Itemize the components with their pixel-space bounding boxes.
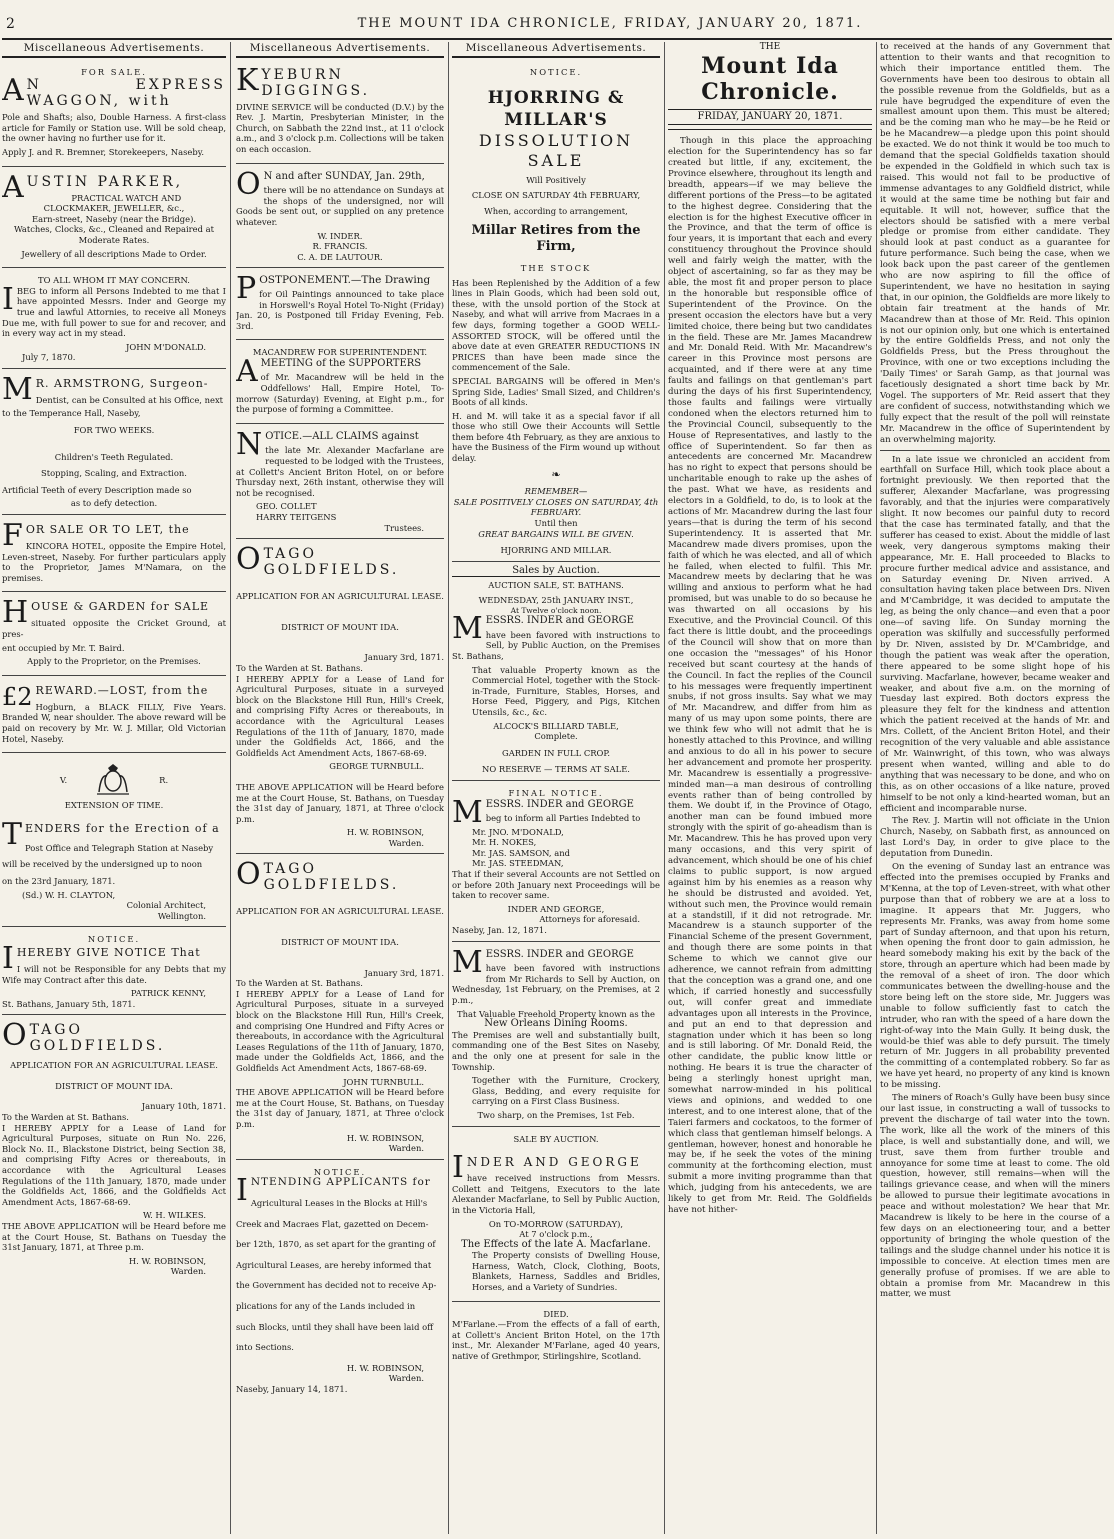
column-header: Miscellaneous Advertisements. — [236, 42, 444, 58]
ad-line: situated opposite the Cricket Ground, at pres- — [2, 618, 226, 639]
ad-title: YEBURN DIGGINGS. — [261, 66, 371, 99]
column-divider — [664, 42, 665, 1534]
ad-line: NO RESERVE — TERMS AT SALE. — [482, 764, 630, 775]
editorial-masthead — [668, 42, 872, 130]
ad-line: Mr. JNO. M'DONALD, — [472, 826, 564, 837]
ad-line: On TO-MORROW (SATURDAY), — [488, 1218, 624, 1229]
ad-macandrew-meeting — [236, 344, 444, 424]
ad-heading: THE STOCK — [520, 262, 592, 273]
ad-line: such Blocks, until they shall have been laid off — [236, 1321, 434, 1332]
ad-title: NTENDING APPLICANTS for — [250, 1176, 431, 1189]
ad-body: THE ABOVE APPLICATION will be Heard before me at the Court House, St. Bathans, on Tuesday the 31st day of January, 1871, at Three o'clock p.m. — [236, 781, 444, 824]
column-1 — [2, 42, 226, 1534]
ad-title: HEREBY GIVE NOTICE That — [16, 945, 201, 959]
ad-body: Hogburn, a BLACK FILLY, Five Years. Branded W, near shoulder. The above reward will be paid on recovery by Mr. W. J. Millar, Old Victorian Hotel, Naseby. — [2, 701, 226, 744]
section-heading: Sales by Auction. — [452, 566, 660, 578]
drop-cap: O — [236, 542, 261, 578]
ad-armstrong-dentist — [2, 373, 226, 515]
news-paragraph: In a late issue we chronicled an accident from earthfall on Surface Hill, which took place about a fortnight previously. We then reported that the sufferer, Alexander Macfarlane, was progressing favorably, and that the injuries were comparatively slight. It now becomes our painful duty to record that the case has terminated fatally, and that the sufferer has ceased to exist. About the middle of last week, very dangerous symptoms making their appearance, Mr. E. Hall proceeded to Blacks to procure further medical advice and assistance, and on Saturday evening Dr. Niven arrived. A consultation having taken place between Drs. Niven and M'Cambridge, it was decided to amputate the leg, as being the only chance—and even that a poor one—of saving life. On Sunday morning the operation was skilfully and successfully performed by Dr. Niven, assisted by Dr. M'Cambridge, and though the patient was weak after the operation, there appeared to be some slight hope of his surviving. Macfarlane, however, became weaker and weaker, and about five a.m. on the morning of Tuesday last expired. Both doctors express the pleasure they felt for the kindness and attention which the patient received at the hands of Mr. and Mrs. Collett, of the Ancient Briton Hotel, and their recognition of the very valuable and able assistance of Mr. Wainwright, of this town, who was always present when wanted, willing and able to do anything that was necessary to be done, and who on this, as on other occasions of a like nature, proved himself to be not only a kind-hearted woman, but an efficient and incomparable nurse. — [880, 454, 1110, 814]
column-divider — [876, 42, 877, 1534]
ad-signature: GEORGE TURNBULL. — [329, 761, 424, 772]
editorial-text — [668, 136, 872, 1216]
ad-otago-goldfields-wilkes — [2, 1019, 226, 1282]
column-4 — [668, 42, 872, 1534]
drop-cap: £2 — [2, 682, 33, 711]
ad-title: ESSRS. INDER and GEORGE — [485, 615, 634, 627]
ad-line: REMEMBER— — [524, 486, 588, 497]
ad-signature: HARRY TEITGENS — [256, 512, 337, 522]
ad-signature: H. W. ROBINSON, — [346, 1362, 424, 1373]
ad-intending-applicants — [236, 1164, 444, 1400]
drop-cap: F — [2, 518, 23, 554]
ad-body: Jewellery of all descriptions Made to Order. — [21, 248, 207, 259]
ad-date: Naseby, Jan. 12, 1871. — [452, 925, 547, 936]
ad-line: Mr. H. NOKES, — [472, 837, 537, 848]
ad-line: on the 23rd January, 1871. — [2, 875, 116, 886]
drop-cap: I — [2, 281, 14, 317]
column-3 — [452, 42, 660, 1534]
ad-line: APPLICATION FOR AN AGRICULTURAL LEASE. — [236, 906, 444, 917]
ad-line: Two sharp, on the Premises, 1st Feb. — [477, 1109, 635, 1120]
ad-macfarlane-effects-sale — [452, 1131, 660, 1302]
ad-line: into Sections. — [236, 1342, 294, 1353]
ad-postponement — [236, 272, 444, 340]
ad-line: ber 12th, 1870, as set apart for the granting of — [236, 1239, 436, 1250]
crest-letter-r: R. — [159, 774, 169, 785]
ad-to-whom-it-may-concern — [2, 272, 226, 369]
news-paragraph: On the evening of Sunday last an entrance was effected into the premises occupied by Franks and M'Kenna, at the top of Leven-street, with what other purpose than that of robbery we are at a loss to imagine. It appears that Mr. Juggers, who represents Mr. Franks, was away from home some part of Sunday afternoon, and that upon his return, when opening the front door to gain admission, he heard somebody making his exit by the back of the store, through an aperture which had been made by the removal of a sheet of iron. The door which communicates between the dwelling-house and the store being left on the store side, Mr. Juggers was unable to follow sufficiently fast to catch the intruder, who ran with the speed of a hare down the right-of-way into the Main Gully. It being dusk, the would-be thief was able to defy pursuit. The timely return of Mr. Juggers in all probability prevented the committing of a contemplated robbery. So far as we have yet heard, no property of any kind is known to be missing. — [880, 862, 1110, 1091]
ad-body: beg to inform all Parties Indebted to — [485, 813, 641, 824]
ad-body: The Premises are well and substantially built, commanding one of the Best Sites on Naseby, and the only one at present for sale in the Township. — [452, 1029, 660, 1072]
ad-line: Creek and Macraes Flat, gazetted on Decem- — [236, 1218, 429, 1229]
ad-signature: JOHN TURNBULL. — [343, 1076, 424, 1087]
masthead-the: THE — [759, 42, 781, 52]
ad-line: plications for any of the Lands included in — [236, 1300, 416, 1311]
ad-title: ESSRS. INDER and GEORGE — [485, 948, 634, 960]
ad-hjorring-millar — [452, 64, 660, 562]
drop-cap: I — [2, 940, 14, 976]
ad-line: GREAT BARGAINS WILL BE GIVEN. — [478, 528, 634, 539]
masthead — [0, 14, 1114, 36]
ad-body: H. and M. will take it as a special favor if all those who still Owe their Accounts will Settle them before 4th February, as they are anxious to have the Business of the Firm wound up without delay. — [452, 410, 660, 464]
ad-line: DISTRICT OF MOUNT IDA. — [281, 621, 399, 632]
page-number: 2 — [6, 16, 16, 32]
ad-express-waggon — [2, 64, 226, 167]
drop-cap: M — [452, 794, 483, 830]
news-paragraph: The miners of Roach's Gully have been busy since our last issue, in constructing a wall of tussocks to prevent the discharge of tail water into the town. The work, like all the work of the miners of this place, is well and substantially done, and will, we trust, save them from further trouble and annoyance for some time at least to come. The old question, however, still remains—when will the tailings grievance cease, and when will the miners be allowed to pursue their legitimate avocations in peace and without molestation? We hear that Mr. Macandrew is likely to be here in the course of a few days on an electioneering tour, and a better opportunity of bringing the whole question of the tailings and the sludge channel under his notice it is impossible to conceive. At election times men are generally profuse of promises. If we are able to obtain a promise from Mr. Macandrew in this matter, we must — [880, 1093, 1110, 1300]
ad-line: PRACTICAL WATCH AND — [71, 192, 182, 203]
ad-title: MEETING of the SUPPORTERS — [260, 357, 422, 369]
ad-line: Apply to the Proprietor, on the Premises. — [27, 656, 201, 667]
column-5 — [880, 42, 1110, 1534]
ad-body: for Oil Paintings announced to take place in Horswell's Royal Hotel To-Night (Friday) Jan. 20, is Postponed till Friday Evening, Feb. 3rd. — [236, 288, 444, 331]
ad-title: N EXPRESS WAGGON, with — [26, 77, 226, 110]
ad-otago-goldfields-george-turnbull — [236, 543, 444, 854]
ad-title: REWARD.—LOST, from the — [35, 683, 209, 697]
ad-line: At 7 o'clock p.m., — [519, 1229, 593, 1240]
ad-line: At Twelve o'clock noon. — [510, 605, 602, 615]
ad-signature: W. H. WILKES. — [142, 1210, 206, 1221]
editorial-paragraph: to received at the hands of any Government that attention to their wants and that recognition to which their importance entitled them. The Governments have been too desirous to obtain all the possible revenue from the Goldfields, but as a rule have begrudged the expenditure of even the smallest amount upon them. This must be altered; and be the coming man who he may—be he Reid or be he Macandrew—a pledge upon this point should be exacted. We do not think it would be too much to demand that the special Goldfields taxation should be expended in the Goldfield in which such tax is raised. This would not fail to be productive of immense advantages to any Goldfield district, while it would at the same time be nothing but fair and equitable. It will not, however, suffice that the electors should be satisfied with a mere verbal pledge or promise from either candidate. They should look at past conduct as a guarantee for future performance. Such being the case, when we look back upon the past career of the gentlemen who are now aspiring to fill the office of Superintendent, we have no hesitation in saying that, in our opinion, the Goldfields are more likely to obtain fair treatment at the hands of Mr. Macandrew than at those of Mr. Reid. This opinion is not our opinion only, but one which is entertained by the entire Goldfields Press, and not only the Goldfields Press, but the Press throughout the Province, with one or two exceptions including the 'Daily Times' or Sarah Gamp, as that journal was facetiously designated a short time back by Mr. Vogel. The supporters of Mr. Reid assert that they are confident of success, notwithstanding which we fully expect that the result of the poll will reinstate Mr. Macandrew in the office of Superintendent by an overwhelming majority. — [880, 42, 1110, 445]
ad-signature: INDER AND GEORGE, — [507, 903, 605, 914]
news-text — [880, 42, 1110, 1300]
ad-body: the late Mr. Alexander Macfarlane are requested to be lodged with the Trustees, at Collett's Ancient Briton Hotel, on or before Thursday next, 26th instant, otherwise they will not be recognised. — [236, 445, 444, 498]
ad-line: Mr. JAS. STEEDMAN, — [472, 858, 564, 869]
editorial-paragraph: Though in this place the approaching election for the Superintendency has so far created but little, if any, excitement, the Province elsewhere, throughout its length and breadth, appears—if we may believe the different portions of the Press—to be agitated to the highest degree. Considering that the election is for the highest Executive officer in the Province, and that the term of office is four years, it is important that each and every constituency throughout the Province should well and fairly weigh the matter, with the object of ascertaining, so far as they may be able, the most fit and proper person to place in the honorable but responsible office of Superintendent of the Province. On the present occasion the electors have but a very limited choice, there being but two candidates in the field. These are Mr. James Macandrew and Mr. Donald Reid. With Mr. Macandrew's career in this Province most persons are acquainted, and if there were at any time faults and failings on that gentleman's part during the days of his first Superintendency, those faults and failings were virtually condoned when the electors returned him to the Provincial Council, subsequently to the House of Representatives, and lastly to the office of Superintendent. So far then as antecedents are concerned Mr. Macandrew has no right to expect that persons should be uncharitable enough to rake up the ashes of the past. What we have, as residents and electors in a Goldfield, to do, is to look at the actions of Mr. Macandrew during the last four years—that is during the term of his second Superintendency. It is asserted that Mr. Macandrew made divers promises, upon the faith of which he was elected, and all of which he failed, when elected to fulfil. This Mr. Macandrew meets by declaring that he was willing and anxious to perform what he had promised, but was unable to do so because he was thwarted on all occasions by his Executive, and the Provincial Council. Of this fact there is little doubt, and the proceedings of the Council will show that on more than one occasion the "messages" of his Honor received but scant courtesy at the hands of the Council. In fact the replies of the Council to his messages were frequently impertinent snubs, if not gross insults. Say what we may of Mr. Macandrew, and differ from him as many of us may upon some points, there are we think few who will not admit that he is honestly attached to this Province, and willing and anxious to do all in his power to secure her advancement and promote her prosperity. Mr. Macandrew is essentially a progressive-minded man—a man desirous of controlling events rather than of being controlled by them. We doubt if, in the Province of Otago, another man can be found imbued more strongly with the spirit of go-aheadism than is Mr. Macandrew. This he has proved upon very many occasions, and this very spirit of advancement, which should be one of his chief claims to public support, is now argued against him by his enemies as a reason why he should be distrusted and avoided. Yet, without such men, the Province would remain at a standstill, if it did not retrograde. Mr. Macandrew is a staunch supporter of the Financial Scheme of the present Government, and though there are some points in that Scheme to which we cannot give our adherence, we cannot refrain from admitting that the conception was a grand one, and one which, if carried honestly and successfully out, will confer great and immediate advantages upon all interests in the Province, and put an end to that depression and stagnation under which it has been so long and is still laboring. Of Mr. Donald Reid, the other candidate, the public know little or nothing. He bears it is true the character of being a sterlingly honest upright man, somewhat narrow-minded in his political views and opinions, and wedded to one interest, and to one interest alone, that of the Taieri farmers and cockatoos, to the former of which class that gentleman himself belongs. A gentleman, however, honest and honorable he may be, if he seek the votes of the mining community at the forthcoming election, must submit a more inviting programme than that which, judging from his antecedents, we are likely to get from Mr. Reid. The Goldfields have not hither- — [668, 136, 872, 1215]
ad-title: USTIN PARKER, — [26, 173, 184, 190]
ad-line: CLOCKMAKER, JEWELLER, &c., — [43, 203, 185, 214]
ad-new-orleans-dining-rooms — [452, 946, 660, 1127]
ad-date: July 7, 1870. — [22, 352, 76, 363]
column-divider — [448, 42, 449, 1534]
ad-subtitle: DISSOLUTION SALE — [478, 131, 634, 171]
ad-body: have received instructions from Messrs. Collett and Teitgens, Executors to the late Alexander Macfarlane, to Sell by Public Auction, in the Victoria Hall, — [452, 1173, 660, 1215]
ad-line: FOR TWO WEEKS. — [73, 425, 155, 436]
ad-line: APPLICATION FOR AN AGRICULTURAL LEASE. — [236, 591, 444, 602]
column-header: Miscellaneous Advertisements. — [2, 42, 226, 58]
ad-line: as to defy detection. — [70, 498, 158, 509]
drop-cap: A — [2, 73, 24, 109]
royal-coat-of-arms-icon — [93, 764, 133, 796]
ad-line: Children's Teeth Regulated. — [54, 451, 174, 462]
running-title: THE MOUNT IDA CHRONICLE, FRIDAY, JANUARY 20, 1871. — [357, 16, 863, 31]
ad-signature: GEO. COLLET — [256, 501, 317, 512]
ad-signature: H. W. ROBINSON, — [346, 1132, 424, 1143]
ad-heading: FOR SALE. — [81, 66, 147, 77]
ad-line: WEDNESDAY, 25th JANUARY INST., — [478, 595, 634, 605]
ad-signature: Warden. — [388, 1143, 424, 1154]
ad-body: THE ABOVE APPLICATION will be Heard before me at the Court House, St. Bathans, on Tuesday the 31st day of January, 1871, at Three o'clock p.m. — [236, 1087, 444, 1129]
ad-line: To the Warden at St. Bathans. — [236, 662, 363, 673]
ad-body: I HEREBY APPLY for a Lease of Land for Agricultural Purposes, situate on Run No. 226, Block No. II., Blackstone District, being Section 38, and comprising Fifty Acres or thereabouts, in accordance with the Agricultural Leases Regulations of the 11th January, 1870, made under the Goldfields Act, 1866, and the Goldfields Act Amendment Acts, 1867-68-69. — [2, 1122, 226, 1207]
news-paragraph: The Rev. J. Martin will not officiate in the Union Church, Naseby, on Sabbath first, as announced on last Lord's Day, in order to give place to the deputation from Dunedin. — [880, 816, 1110, 860]
ad-body: KINCORA HOTEL, opposite the Empire Hotel, Leven-street, Naseby. For further particulars apply to the Proprietor, James M'Namara, on the premises. — [2, 541, 226, 583]
ad-body: Together with the Furniture, Crockery, Glass, Bedding, and every requisite for carrying on a First Class Business. — [472, 1075, 660, 1107]
ad-sunday-closing — [236, 168, 444, 269]
ad-line: SALE POSITIVELY CLOSES ON SATURDAY, 4th FEBRUARY. — [453, 496, 659, 518]
ad-final-notice — [452, 785, 660, 942]
column-divider — [230, 42, 231, 1534]
ad-signature: W. INDER. — [317, 230, 363, 241]
ad-austin-parker — [2, 171, 226, 269]
ad-patrick-kenny-notice — [2, 931, 226, 1015]
ad-line: will be received by the undersigned up to noon — [2, 859, 203, 870]
drop-cap: N — [236, 426, 263, 462]
masthead-rule — [2, 38, 1112, 40]
ad-body: DIVINE SERVICE will be conducted (D.V.) by the Rev. J. Martin, Presbyterian Minister, in the Church, on Sabbath the 22nd inst., at 11 o'clock a.m., and 3 o'clock p.m. Collections will be taken on each occasion. — [236, 101, 444, 154]
ad-kyeburn-diggings — [236, 64, 444, 164]
ad-line: Will Positively — [526, 175, 586, 186]
ad-line: ALCOCK'S BILLIARD TABLE, — [493, 720, 619, 731]
ad-title: OUSE & GARDEN for SALE — [31, 600, 210, 614]
ad-reward-lost — [2, 680, 226, 753]
ornament-icon: ❧ — [551, 467, 561, 481]
ad-signature: H. W. ROBINSON, — [128, 1255, 206, 1266]
ad-date: January 10th, 1871. — [141, 1101, 226, 1112]
ad-extension-of-time — [2, 757, 226, 927]
ad-signature: Wellington. — [157, 910, 206, 921]
ad-line: Earn-street, Naseby (near the Bridge). — [31, 213, 197, 224]
ad-heading: FINAL NOTICE. — [508, 787, 604, 798]
ad-heading: EXTENSION OF TIME. — [64, 800, 164, 811]
ad-signature: Warden. — [388, 837, 424, 848]
drop-cap: O — [236, 857, 261, 893]
ad-line: That Valuable Freehold Property known as the — [456, 1008, 656, 1019]
ad-title: ESSRS. INDER and GEORGE — [485, 798, 634, 810]
ad-date: January 3rd, 1871. — [364, 652, 444, 663]
ad-title: HJORRING & MILLAR'S — [487, 88, 625, 131]
ad-line: the Government has decided not to receive Ap- — [236, 1280, 437, 1291]
ad-auction-st-bathans — [452, 577, 660, 781]
ad-date: January 3rd, 1871. — [364, 967, 444, 978]
ad-signature: Warden. — [388, 1373, 424, 1384]
ad-house-garden — [2, 596, 226, 675]
ad-date: St. Bathans, January 5th, 1871. — [2, 998, 136, 1009]
ad-kincora-hotel — [2, 519, 226, 592]
ad-line: To the Warden at St. Bathans. — [236, 978, 363, 989]
drop-cap: T — [2, 816, 23, 852]
ad-body: have been favored with instructions from Mr Richards to Sell by Auction, on Wednesday, 1st February, on the Premises, at 2 p.m., — [452, 963, 660, 1005]
ad-signature: Colonial Architect, — [126, 900, 206, 911]
ad-body: THE ABOVE APPLICATION will be Heard before me at the Court House, St. Bathans on Tuesday the 31st January, 1871, at Three p.m. — [2, 1221, 226, 1253]
ad-line: The Effects of the late A. Macfarlane. — [461, 1238, 651, 1250]
ad-title: R. ARMSTRONG, Surgeon- — [35, 376, 209, 390]
drop-cap: K — [236, 62, 259, 98]
ad-claims-notice — [236, 428, 444, 539]
ad-signature: Attorneys for aforesaid. — [539, 914, 640, 925]
ad-title: ENDERS for the Erection of a — [25, 821, 220, 835]
column-header: Miscellaneous Advertisements. — [452, 42, 660, 58]
ad-line: CLOSE ON SATURDAY 4th FEBRUARY, — [471, 189, 641, 200]
ad-line: New Orleans Dining Rooms. — [484, 1018, 628, 1030]
ad-heading: DIED. — [543, 1308, 569, 1319]
ad-body: SPECIAL BARGAINS will be offered in Men's Spring Side, Ladies' Small Sized, and Children's Boots of all kinds. — [452, 375, 660, 408]
drop-cap: M — [2, 371, 33, 407]
ad-heading: NOTICE. — [529, 66, 583, 77]
ad-line: GARDEN IN FULL CROP. — [502, 747, 610, 758]
issue-date: FRIDAY, JANUARY 20, 1871. — [668, 109, 872, 126]
ad-line: Complete. — [534, 731, 578, 742]
ad-line: DISTRICT OF MOUNT IDA. — [281, 937, 399, 948]
ad-body: I HEREBY APPLY for a Lease of Land for Agricultural Purposes, situate in a surveyed block on the Blackstone Hill Run, Hill's Creek, and comprising Fifty Acres or thereabouts, in accordance with the Agricultural Leases Regulations of the 11th of January, 1870, made under the Goldfields Act, 1866, and the Goldfields Act Amendment Acts, 1867-68-69. — [236, 673, 444, 758]
drop-cap: A — [2, 169, 24, 205]
ad-signature: HJORRING AND MILLAR. — [500, 545, 612, 556]
drop-cap: P — [236, 271, 257, 307]
ad-signature: R. FRANCIS. — [312, 241, 368, 252]
drop-cap: O — [2, 1018, 27, 1054]
ad-body: M'Farlane.—From the effects of a fall of earth, at Collett's Ancient Briton Hotel, on the 17th inst., Mr. Alexander M'Farlane, aged 40 years, native of Grethmpor, Stirlingshire, Scotland. — [452, 1319, 660, 1362]
ad-body: there will be no attendance on Sundays at the shops of the undersigned, nor will Goods be sent out, or supplied on any pretence whatever. — [236, 185, 444, 227]
drop-cap: M — [452, 611, 483, 647]
ad-title: TAGO GOLDFIELDS. — [263, 861, 400, 894]
drop-cap: A — [236, 353, 258, 389]
drop-cap: O — [236, 166, 261, 202]
drop-cap: I — [452, 1150, 464, 1186]
ad-line: APPLICATION FOR AN AGRICULTURAL LEASE. — [10, 1060, 218, 1071]
ad-line: Dentist, can be Consulted at his Office, next — [35, 394, 224, 405]
ad-body: of Mr. Macandrew will be held in the Oddfellows' Hall, Empire Hotel, To-morrow (Saturday) Evening, at Eight p.m., for the purpose of forming a Committee. — [236, 372, 444, 415]
ad-line: Artificial Teeth of every Description made so — [2, 484, 192, 495]
ad-line: Agricultural Leases in the Blocks at Hill's — [250, 1197, 428, 1208]
ad-body: The Property consists of Dwelling House, Harness, Watch, Clock, Clothing, Boots, Blankets, Harness, Saddles and Bridles, Horses, and a Variety of Sundries. — [472, 1250, 660, 1293]
ad-line: Agricultural Leases, are hereby informed that — [236, 1259, 432, 1270]
ad-heading: MACANDREW FOR SUPERINTENDENT. — [252, 347, 428, 358]
ad-line: ent occupied by Mr. T. Baird. — [2, 642, 125, 653]
ad-body: I HEREBY APPLY for a Lease of Land for Agricultural Purposes, situate in a surveyed block on the Blackstone Hill Run, Hill's Creek, and comprising One Hundred and Fifty Acres or thereabouts, in accordance with the Agricultural Leases Regulations of the 11th of January, 1870, made under the Goldfields Act, 1866, and the Goldfields Act Amendment Acts, 1867-68-69. — [236, 988, 444, 1073]
ad-body: BEG to inform all Persons Indebted to me that I have appointed Messrs. Inder and George my true and lawful Attornies, to receive all Moneys Due me, with full power to sue for and recover, and in every way act in my stead. — [2, 285, 226, 339]
ad-heading: AUCTION SALE, ST. BATHANS. — [488, 580, 624, 591]
ad-signature: C. A. DE LAUTOUR. — [297, 251, 383, 262]
ad-line: Post Office and Telegraph Station at Naseby — [25, 842, 214, 853]
ad-line: DISTRICT OF MOUNT IDA. — [55, 1080, 173, 1091]
ad-line: to the Temperance Hall, Naseby, — [2, 408, 141, 419]
ad-title: TAGO GOLDFIELDS. — [263, 546, 400, 579]
ad-heading: NOTICE. — [87, 934, 141, 945]
ad-signature: Trustees. — [384, 522, 424, 533]
ad-body: I will not be Responsible for any Debts that my Wife may Contract after this date. — [2, 963, 226, 985]
drop-cap: M — [452, 944, 483, 980]
ad-line: Millar Retires from the Firm, — [471, 222, 641, 254]
ad-signature: (Sd.) W. H. CLAYTON, — [22, 889, 116, 900]
royal-crest — [2, 764, 226, 796]
drop-cap: H — [2, 595, 29, 631]
ad-body: That if their several Accounts are not Settled on or before 20th January next Proceedings will be taken to recover same. — [452, 869, 660, 901]
ad-signature: JOHN M'DONALD. — [126, 341, 206, 352]
ad-otago-goldfields-john-turnbull — [236, 858, 444, 1159]
drop-cap: I — [236, 1173, 248, 1209]
ad-title: OSTPONEMENT.—The Drawing — [259, 274, 431, 287]
newspaper-name: Mount Ida Chronicle. — [701, 52, 839, 105]
ad-heading: TO ALL WHOM IT MAY CONCERN. — [38, 275, 190, 286]
column-2 — [236, 42, 444, 1534]
ad-line: Mr. JAS. SAMSON, and — [472, 847, 570, 858]
ad-date: Naseby, January 14, 1871. — [236, 1383, 348, 1394]
ad-body: Has been Replenished by the Addition of a few lines in Plain Goods, which had been sold out, these, with the unsold portion of the Stock at Naseby, and what will arrive from Macraes in a few days, forming together a GOOD WELL-ASSORTED STOCK, will be offered until the above date at even GREATER REDUCTIONS IN PRICES than have been made since the commencement of the Sale. — [452, 277, 660, 373]
notice-died — [452, 1306, 660, 1370]
ad-title: TAGO GOLDFIELDS. — [29, 1022, 166, 1055]
ad-apply: Apply J. and R. Bremner, Storekeepers, Naseby. — [2, 146, 204, 157]
ad-line: Until then — [534, 518, 578, 529]
ad-title: OR SALE OR TO LET, the — [25, 523, 190, 537]
ad-body: have been favored with instructions to Sell, by Public Auction, on the Premises St. Bathans, — [452, 629, 660, 661]
ad-heading: SALE BY AUCTION. — [513, 1133, 599, 1144]
ad-heading: NOTICE. — [313, 1166, 367, 1177]
ad-body: Pole and Shafts; also, Double Harness. A first-class article for Family or Station use. Will be sold cheap, the owner having no further use for it. — [2, 112, 226, 144]
ad-signature: PATRICK KENNY, — [130, 988, 206, 999]
ad-title: NDER AND GEORGE — [466, 1155, 642, 1170]
ad-title: OTICE.—ALL CLAIMS against — [265, 430, 419, 442]
ad-body: That valuable Property known as the Commercial Hotel, together with the Stock-in-Trade, Furniture, Stables, Horses, and Horse Feed, Piggery, and Pigs, Kitchen Utensils, &c., &c. — [472, 664, 660, 717]
ad-line: When, according to arrangement, — [484, 206, 628, 217]
ad-line: Stopping, Scaling, and Extraction. — [41, 468, 187, 479]
ad-signature: Warden. — [170, 1266, 206, 1277]
ad-signature: H. W. ROBINSON, — [346, 827, 424, 838]
crest-letter-v: V. — [59, 774, 68, 785]
ad-body: Watches, Clocks, &c., Cleaned and Repaired at Moderate Rates. — [13, 224, 214, 245]
ad-line: To the Warden at St. Bathans. — [2, 1112, 129, 1123]
ad-title: N and after SUNDAY, Jan. 29th, — [263, 170, 425, 182]
